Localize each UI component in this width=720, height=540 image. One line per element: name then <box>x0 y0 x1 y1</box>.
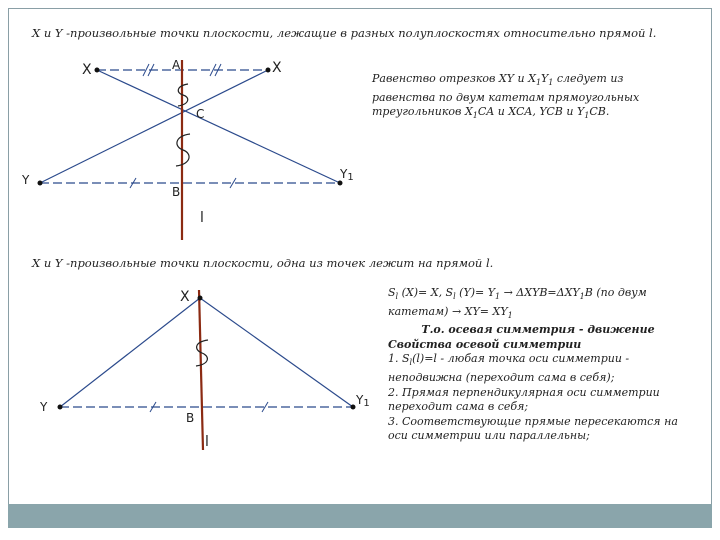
label-x1: X <box>272 60 282 76</box>
label-line-l: l <box>200 210 204 226</box>
symmetry-statement: $S_l$ (X)= X, $S_l$ $(Y)= Y_1 \to \Delta XYB=\Delta XY_1B$ (по двум катетам) → $XY= XY_1$ <box>388 286 647 320</box>
point-y-2 <box>58 405 63 410</box>
figure-2 <box>39 289 370 450</box>
label-line-l-2: l <box>205 434 209 450</box>
conclusion: Т.о. осевая симметрия - движение <box>421 323 655 337</box>
label-y-2: Y <box>40 400 48 414</box>
segment-x-y1 <box>97 70 340 183</box>
segment-x1-y <box>40 70 268 183</box>
segment-x-y1-2 <box>200 298 353 407</box>
explanation-paragraph-1: Равенство отрезков XY и $X_1Y_1$ следует из равенства по двум катетам прямоугольных треугольников $X_1CA$ и XCA, YCB и $Y_1CB$. <box>372 72 640 121</box>
point-y <box>38 181 43 186</box>
point-x <box>95 68 100 73</box>
properties-title: Свойства осевой симметрии <box>388 337 582 351</box>
explanation-paragraph-2 <box>388 286 688 444</box>
label-b: B <box>172 185 181 199</box>
point-y1-2 <box>351 405 356 410</box>
caption-bottom: X и Y -произвольные точки плоскости, одна из точек лежит на прямой l. <box>32 256 494 270</box>
symmetry-mark-fig2 <box>196 340 208 366</box>
property-2: 2. Прямая перпендикулярная оси симметрии переходит сама в себя; <box>388 385 660 414</box>
point-y1 <box>338 181 343 186</box>
axis-line-2 <box>199 290 203 450</box>
label-x-2: X <box>180 289 190 305</box>
label-x: X <box>82 62 92 78</box>
label-y: Y <box>22 173 30 187</box>
point-x1 <box>266 68 271 73</box>
property-1: 1. $S_l(l)=l$ - любая точка оси симметрии - неподвижна (переходит сама в себя); <box>388 352 630 385</box>
label-b-2: B <box>186 411 195 425</box>
figure-1 <box>21 58 354 240</box>
property-3: 3. Соответствующие прямые пересекаются на оси симметрии или параллельны; <box>388 414 678 443</box>
label-c: C <box>196 107 205 121</box>
label-y1-2: Y1 <box>356 393 370 409</box>
point-x-2 <box>198 296 203 301</box>
caption-top: X и Y -произвольные точки плоскости, лежащие в разных полуплоскостях относительно прямой l. <box>32 26 657 40</box>
label-a: A <box>172 58 181 72</box>
label-y1: Y1 <box>340 167 354 183</box>
segment-x-y <box>60 298 200 407</box>
